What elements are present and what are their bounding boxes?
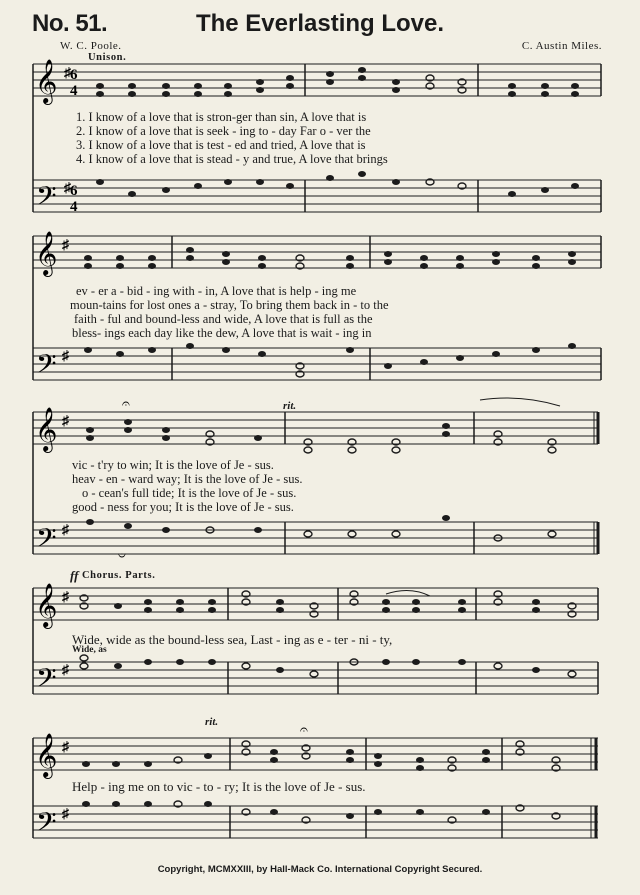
rit-marking: rit. bbox=[283, 400, 297, 412]
treble-clef-icon: 𝄞 bbox=[35, 61, 58, 103]
svg-text:♯: ♯ bbox=[62, 740, 69, 755]
svg-text:♯: ♯ bbox=[62, 238, 69, 253]
verse-line: vic - t'ry to win; It is the love of Je - sus. bbox=[72, 458, 274, 472]
svg-text:𝄐: 𝄐 bbox=[300, 723, 308, 738]
svg-text:♯: ♯ bbox=[62, 523, 69, 538]
lyricist-credit: W. C. Poole. bbox=[60, 40, 122, 52]
verse-line: bless- ings each day like the dew, A love that is wait - ing in bbox=[72, 326, 372, 340]
bass-clef-icon: 𝄢 bbox=[36, 181, 57, 217]
svg-text:𝄞: 𝄞 bbox=[35, 233, 58, 275]
verse-line: 3. I know of a love that is test - ed and tried, A love that is bbox=[76, 138, 366, 152]
svg-text:𝄑: 𝄑 bbox=[118, 549, 126, 564]
svg-text:♯: ♯ bbox=[62, 590, 69, 605]
verse-line: o - cean's full tide; It is the love of Je - sus. bbox=[82, 486, 297, 500]
svg-text:♯: ♯ bbox=[62, 349, 69, 364]
chorus-line: Help - ing me on to vic - to - ry; It is the love of Je - sus. bbox=[72, 779, 366, 794]
svg-text:𝄞: 𝄞 bbox=[35, 585, 58, 627]
svg-text:♯: ♯ bbox=[62, 663, 69, 678]
svg-text:♯: ♯ bbox=[62, 414, 69, 429]
composer-credit: C. Austin Miles. bbox=[521, 40, 602, 52]
verse-line: 1. I know of a love that is stron-ger than sin, A love that is bbox=[76, 110, 367, 124]
svg-text:𝄞: 𝄞 bbox=[35, 409, 58, 451]
svg-text:𝄢: 𝄢 bbox=[36, 807, 57, 843]
verse-line: faith - ful and bound-less and wide, A love that is full as the bbox=[74, 312, 373, 326]
svg-text:♯: ♯ bbox=[62, 807, 69, 822]
verse-line: 4. I know of a love that is stead - y and true, A love that brings bbox=[76, 152, 388, 166]
hymn-title: The Everlasting Love. bbox=[195, 10, 445, 37]
verse-line: good - ness for you; It is the love of Je - sus. bbox=[72, 500, 294, 514]
hymn-number: No. 51. bbox=[32, 10, 108, 37]
verse-line: moun-tains for lost ones a - stray, To bring them back in - to the bbox=[70, 298, 389, 312]
svg-text:♯: ♯ bbox=[64, 181, 71, 196]
svg-text:6: 6 bbox=[70, 183, 78, 199]
hymn-header bbox=[0, 10, 640, 38]
time-sig-top: 6 bbox=[70, 67, 78, 83]
chorus-label: Chorus. Parts. bbox=[82, 570, 156, 581]
chorus-men-cue: Wide, as bbox=[72, 645, 107, 655]
svg-text:𝄞: 𝄞 bbox=[35, 735, 58, 777]
svg-text:𝄢: 𝄢 bbox=[36, 349, 57, 385]
rit-marking: rit. bbox=[205, 716, 219, 728]
dynamic-ff: ff bbox=[70, 568, 79, 583]
chorus-line: Wide, wide as the bound-less sea, Last - ing as e - ter - ni - ty, bbox=[72, 632, 393, 647]
unison-label: Unison. bbox=[88, 52, 127, 63]
verse-line: heav - en - ward way; It is the love of Je - sus. bbox=[72, 472, 303, 486]
verse-line: ev - er a - bid - ing with - in, A love that is help - ing me bbox=[76, 284, 357, 298]
bass-notes bbox=[96, 171, 579, 197]
svg-text:4: 4 bbox=[70, 199, 78, 215]
sharp-icon: ♯ bbox=[64, 66, 71, 81]
verse-line: 2. I know of a love that is seek - ing to - day Far o - ver the bbox=[76, 124, 371, 138]
copyright-notice: Copyright, MCMXXIII, by Hall-Mack Co. International Copyright Secured. bbox=[157, 864, 483, 875]
fermata-icon: 𝄐 bbox=[122, 397, 130, 412]
svg-text:𝄢: 𝄢 bbox=[36, 523, 57, 559]
time-sig-bottom: 4 bbox=[70, 83, 78, 99]
svg-text:𝄢: 𝄢 bbox=[36, 663, 57, 699]
